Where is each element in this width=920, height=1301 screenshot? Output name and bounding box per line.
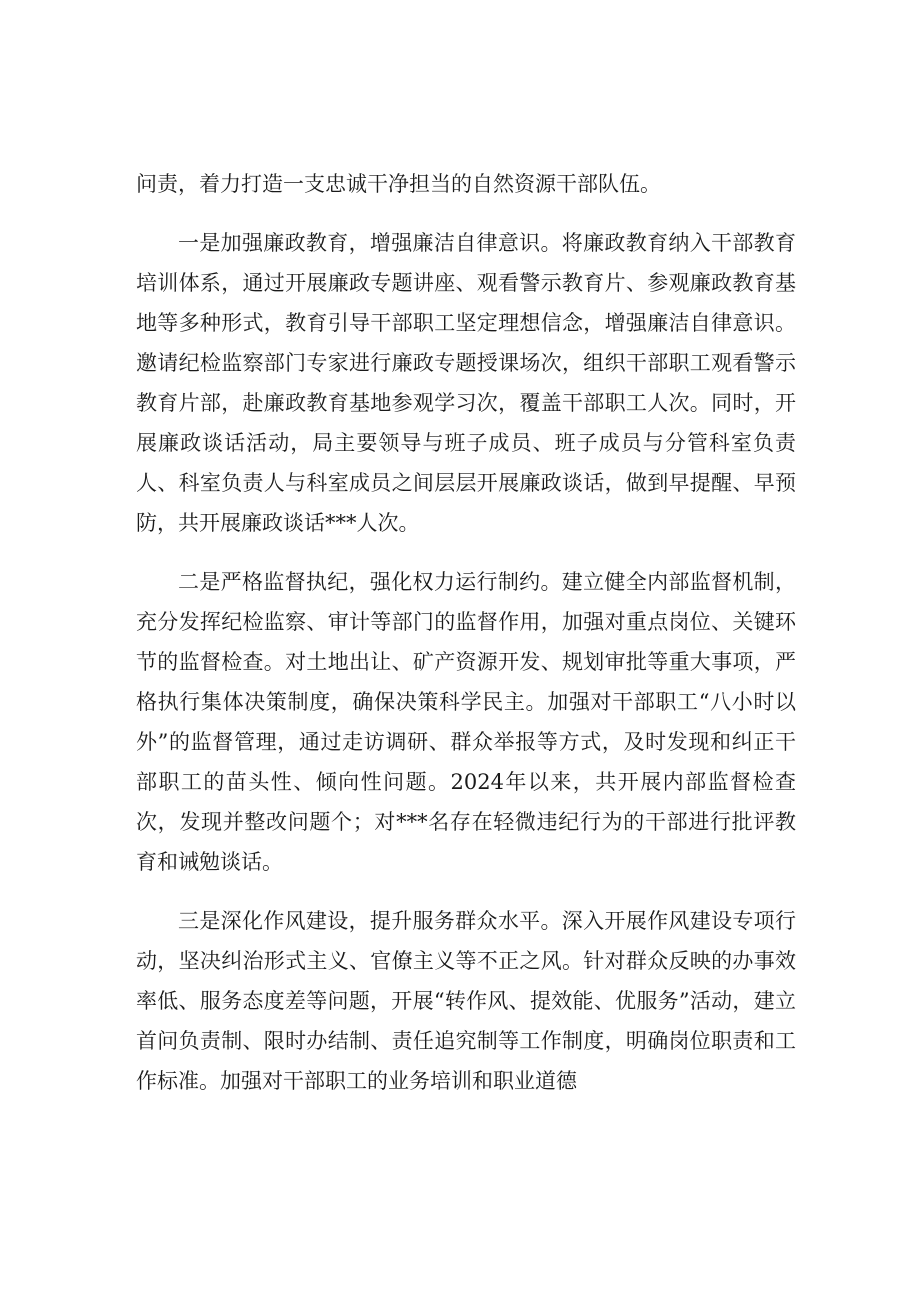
document-body <box>136 164 796 1101</box>
paragraph-work-style-building: 三是深化作风建设，提升服务群众水平。深入开展作风建设专项行动，坚决纠治形式主义、官僚主义等不正之风。针对群众反映的办事效率低、服务态度差等问题，开展“转作风、提效能、优服务”活动，建立首问负责制、限时办结制、责任追究制等工作制度，明确岗位职责和工作标准。加强对干部职工的业务培训和职业道德 <box>136 909 796 1093</box>
paragraph-supervision-discipline: 二是严格监督执纪，强化权力运行制约。建立健全内部监督机制，充分发挥纪检监察、审计等部门的监督作用，加强对重点岗位、关键环节的监督检查。对土地出让、矿产资源开发、规划审批等重大事项，严格执行集体决策制度，确保决策科学民主。加强对干部职工“八小时以外”的监督管理，通过走访调研、群众举报等方式，及时发现和纠正干部职工的苗头性、倾向性问题。2024年以来，共开展内部监督检查次，发现并整改问题个；对***名存在轻微违纪行为的干部进行批评教育和诫勉谈话。 <box>136 570 796 874</box>
paragraph-continuation: 问责，着力打造一支忠诚干净担当的自然资源干部队伍。 <box>136 172 661 196</box>
paragraph-anti-corruption-education: 一是加强廉政教育，增强廉洁自律意识。将廉政教育纳入干部教育培训体系，通过开展廉政专题讲座、观看警示教育片、参观廉政教育基地等多种形式，教育引导干部职工坚定理想信念，增强廉洁自律意识。邀请纪检监察部门专家进行廉政专题授课场次，组织干部职工观看警示教育片部，赴廉政教育基地参观学习次，覆盖干部职工人次。同时，开展廉政谈话活动，局主要领导与班子成员、班子成员与分管科室负责人、科室负责人与科室成员之间层层开展廉政谈话，做到早提醒、早预防，共开展廉政谈话***人次。 <box>136 231 796 535</box>
